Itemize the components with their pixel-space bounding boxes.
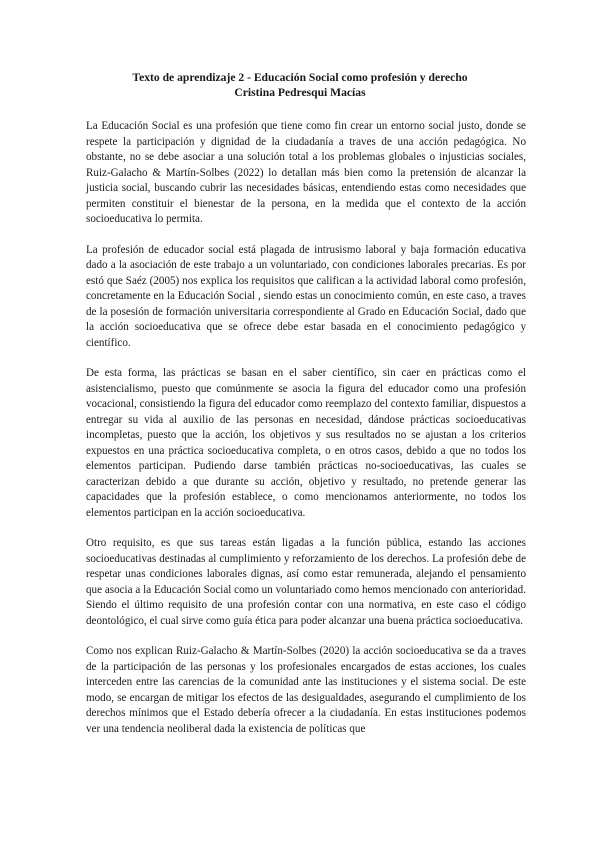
document-body xyxy=(86,119,526,752)
document-title: Texto de aprendizaje 2 - Educación Social como profesión y derecho xyxy=(132,71,468,84)
paragraph: Como nos explican Ruiz-Galacho & Martín-Solbes (2020) la acción socioeducativa se da a traves de la participación de las personas y los profesionales encargados de estas acciones, los cuales interceden entre las carencias de la comunidad ante las instituciones y el sistema social. De este modo, se encargan de mitigar los efectos de las desigualdades, asegurando el cumplimiento de los derechos mínimos que el Estado debería ofrecer a la ciudadanía. En estas instituciones podemos ver una tendencia neoliberal dada la existencia de políticas que xyxy=(86,645,526,735)
paragraph: Otro requisito, es que sus tareas están ligadas a la función pública, estando las acciones socioeducativas destinadas al cumplimiento y reforzamiento de los derechos. La profesión debe de respetar unas condiciones laborales dignas, así como estar remunerada, alejando el pensamiento que asocia a la Educación Social como un voluntariado como hemos mencionado con anterioridad. Siendo el último requisito de una profesión contar con una normativa, en este caso el código deontológico, el cual sirve como guía ética para poder alcanzar una buena práctica socioeducativa. xyxy=(86,537,526,627)
document-author: Cristina Pedresqui Macías xyxy=(234,86,366,99)
paragraph: La Educación Social es una profesión que tiene como fin crear un entorno social justo, donde se respete la participación y dignidad de la ciudadanía a traves de una acción pedagógica. No obstante, no se debe asociar a una solución total a los problemas globales o injusticias sociales, Ruiz-Galacho & Martín-Solbes (2022) lo detallan más bien como la pretensión de alcanzar la justicia social, buscando cubrir las necesidades básicas, entendiendo estas como necesidades que permiten constituir el bienestar de la persona, en la medida que el contexto de la acción socioeducativa lo permita. xyxy=(86,120,526,225)
title-block xyxy=(0,70,600,100)
paragraph: La profesión de educador social está plagada de intrusismo laboral y baja formación educativa dado a la asociación de este trabajo a un voluntariado, con condiciones laborales precarias. Es por estó que Saéz (2005) nos explica los requisitos que califican a la actividad laboral como profesión, concretamente en la Educación Social , siendo estas un conocimiento común, en este caso, a traves de la posesión de formación universitaria correspondiente al Grado en Educación Social, dado que la acción socioeducativa que se ofrece debe estar basada en el conocimiento pedagógico y científico. xyxy=(86,243,526,349)
paragraph: De esta forma, las prácticas se basan en el saber científico, sin caer en prácticas como el asistencialismo, puesto que comúnmente se asocia la figura del educador como una profesión vocacional, consistiendo la figura del educador como reemplazo del contexto familiar, dispuestos a entregar su vida al auxilio de las personas en necesidad, dándose prácticas socioeducativas incompletas, puesto que la acción, los objetivos y sus resultados no se ajustan a los criterios expuestos en una práctica socioeducativa completa, o en otros casos, debido a que no todos los elementos participan. Pudiendo darse también prácticas no-socioeducativas, las cuales se caracterizan debido a que durante su acción, objetivo y resultado, no pretende generar las capacidades que la profesión establece, o como mencionamos anteriormente, no todos los elementos participan en la acción socioeducativa. xyxy=(86,367,526,519)
